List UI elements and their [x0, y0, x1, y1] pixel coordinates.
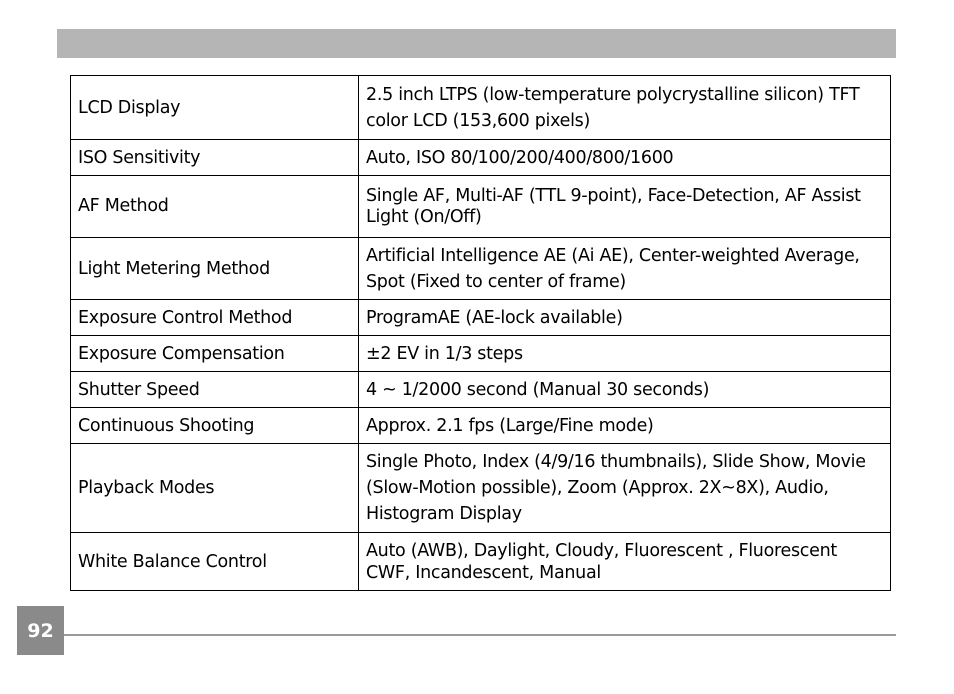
footer-divider — [64, 634, 896, 636]
table-row — [71, 533, 891, 591]
table-row — [71, 176, 891, 238]
spec-label: Exposure Compensation — [71, 336, 359, 372]
spec-label: Shutter Speed — [71, 372, 359, 408]
spec-value: ±2 EV in 1/3 steps — [359, 336, 891, 372]
table-row — [71, 238, 891, 300]
table-row — [71, 140, 891, 176]
spec-label: LCD Display — [71, 76, 359, 140]
spec-table — [70, 75, 891, 591]
spec-label: AF Method — [71, 176, 359, 238]
spec-label: Continuous Shooting — [71, 408, 359, 444]
spec-value: Auto (AWB), Daylight, Cloudy, Fluorescent , Fluorescent CWF, Incandescent, Manual — [359, 533, 891, 591]
spec-label: Light Metering Method — [71, 238, 359, 300]
table-row — [71, 336, 891, 372]
header-bar — [57, 29, 896, 58]
table-row — [71, 300, 891, 336]
spec-value: 2.5 inch LTPS (low-temperature polycrystalline silicon) TFT color LCD (153,600 pixels) — [359, 76, 891, 140]
spec-label: ISO Sensitivity — [71, 140, 359, 176]
spec-value: Single AF, Multi-AF (TTL 9-point), Face-Detection, AF Assist Light (On/Off) — [359, 176, 891, 238]
spec-value: 4 ~ 1/2000 second (Manual 30 seconds) — [359, 372, 891, 408]
table-row — [71, 76, 891, 140]
page-number: 92 — [17, 606, 64, 655]
spec-label: Exposure Control Method — [71, 300, 359, 336]
spec-value: Single Photo, Index (4/9/16 thumbnails), Slide Show, Movie (Slow-Motion possible), Zoom (Approx. 2X~8X), Audio, Histogram Display — [359, 444, 891, 533]
spec-value: Auto, ISO 80/100/200/400/800/1600 — [359, 140, 891, 176]
table-row — [71, 408, 891, 444]
table-row — [71, 444, 891, 533]
spec-label: White Balance Control — [71, 533, 359, 591]
spec-value: Approx. 2.1 fps (Large/Fine mode) — [359, 408, 891, 444]
table-row — [71, 372, 891, 408]
spec-value: ProgramAE (AE-lock available) — [359, 300, 891, 336]
spec-value: Artificial Intelligence AE (Ai AE), Center-weighted Average, Spot (Fixed to center of frame) — [359, 238, 891, 300]
spec-label: Playback Modes — [71, 444, 359, 533]
